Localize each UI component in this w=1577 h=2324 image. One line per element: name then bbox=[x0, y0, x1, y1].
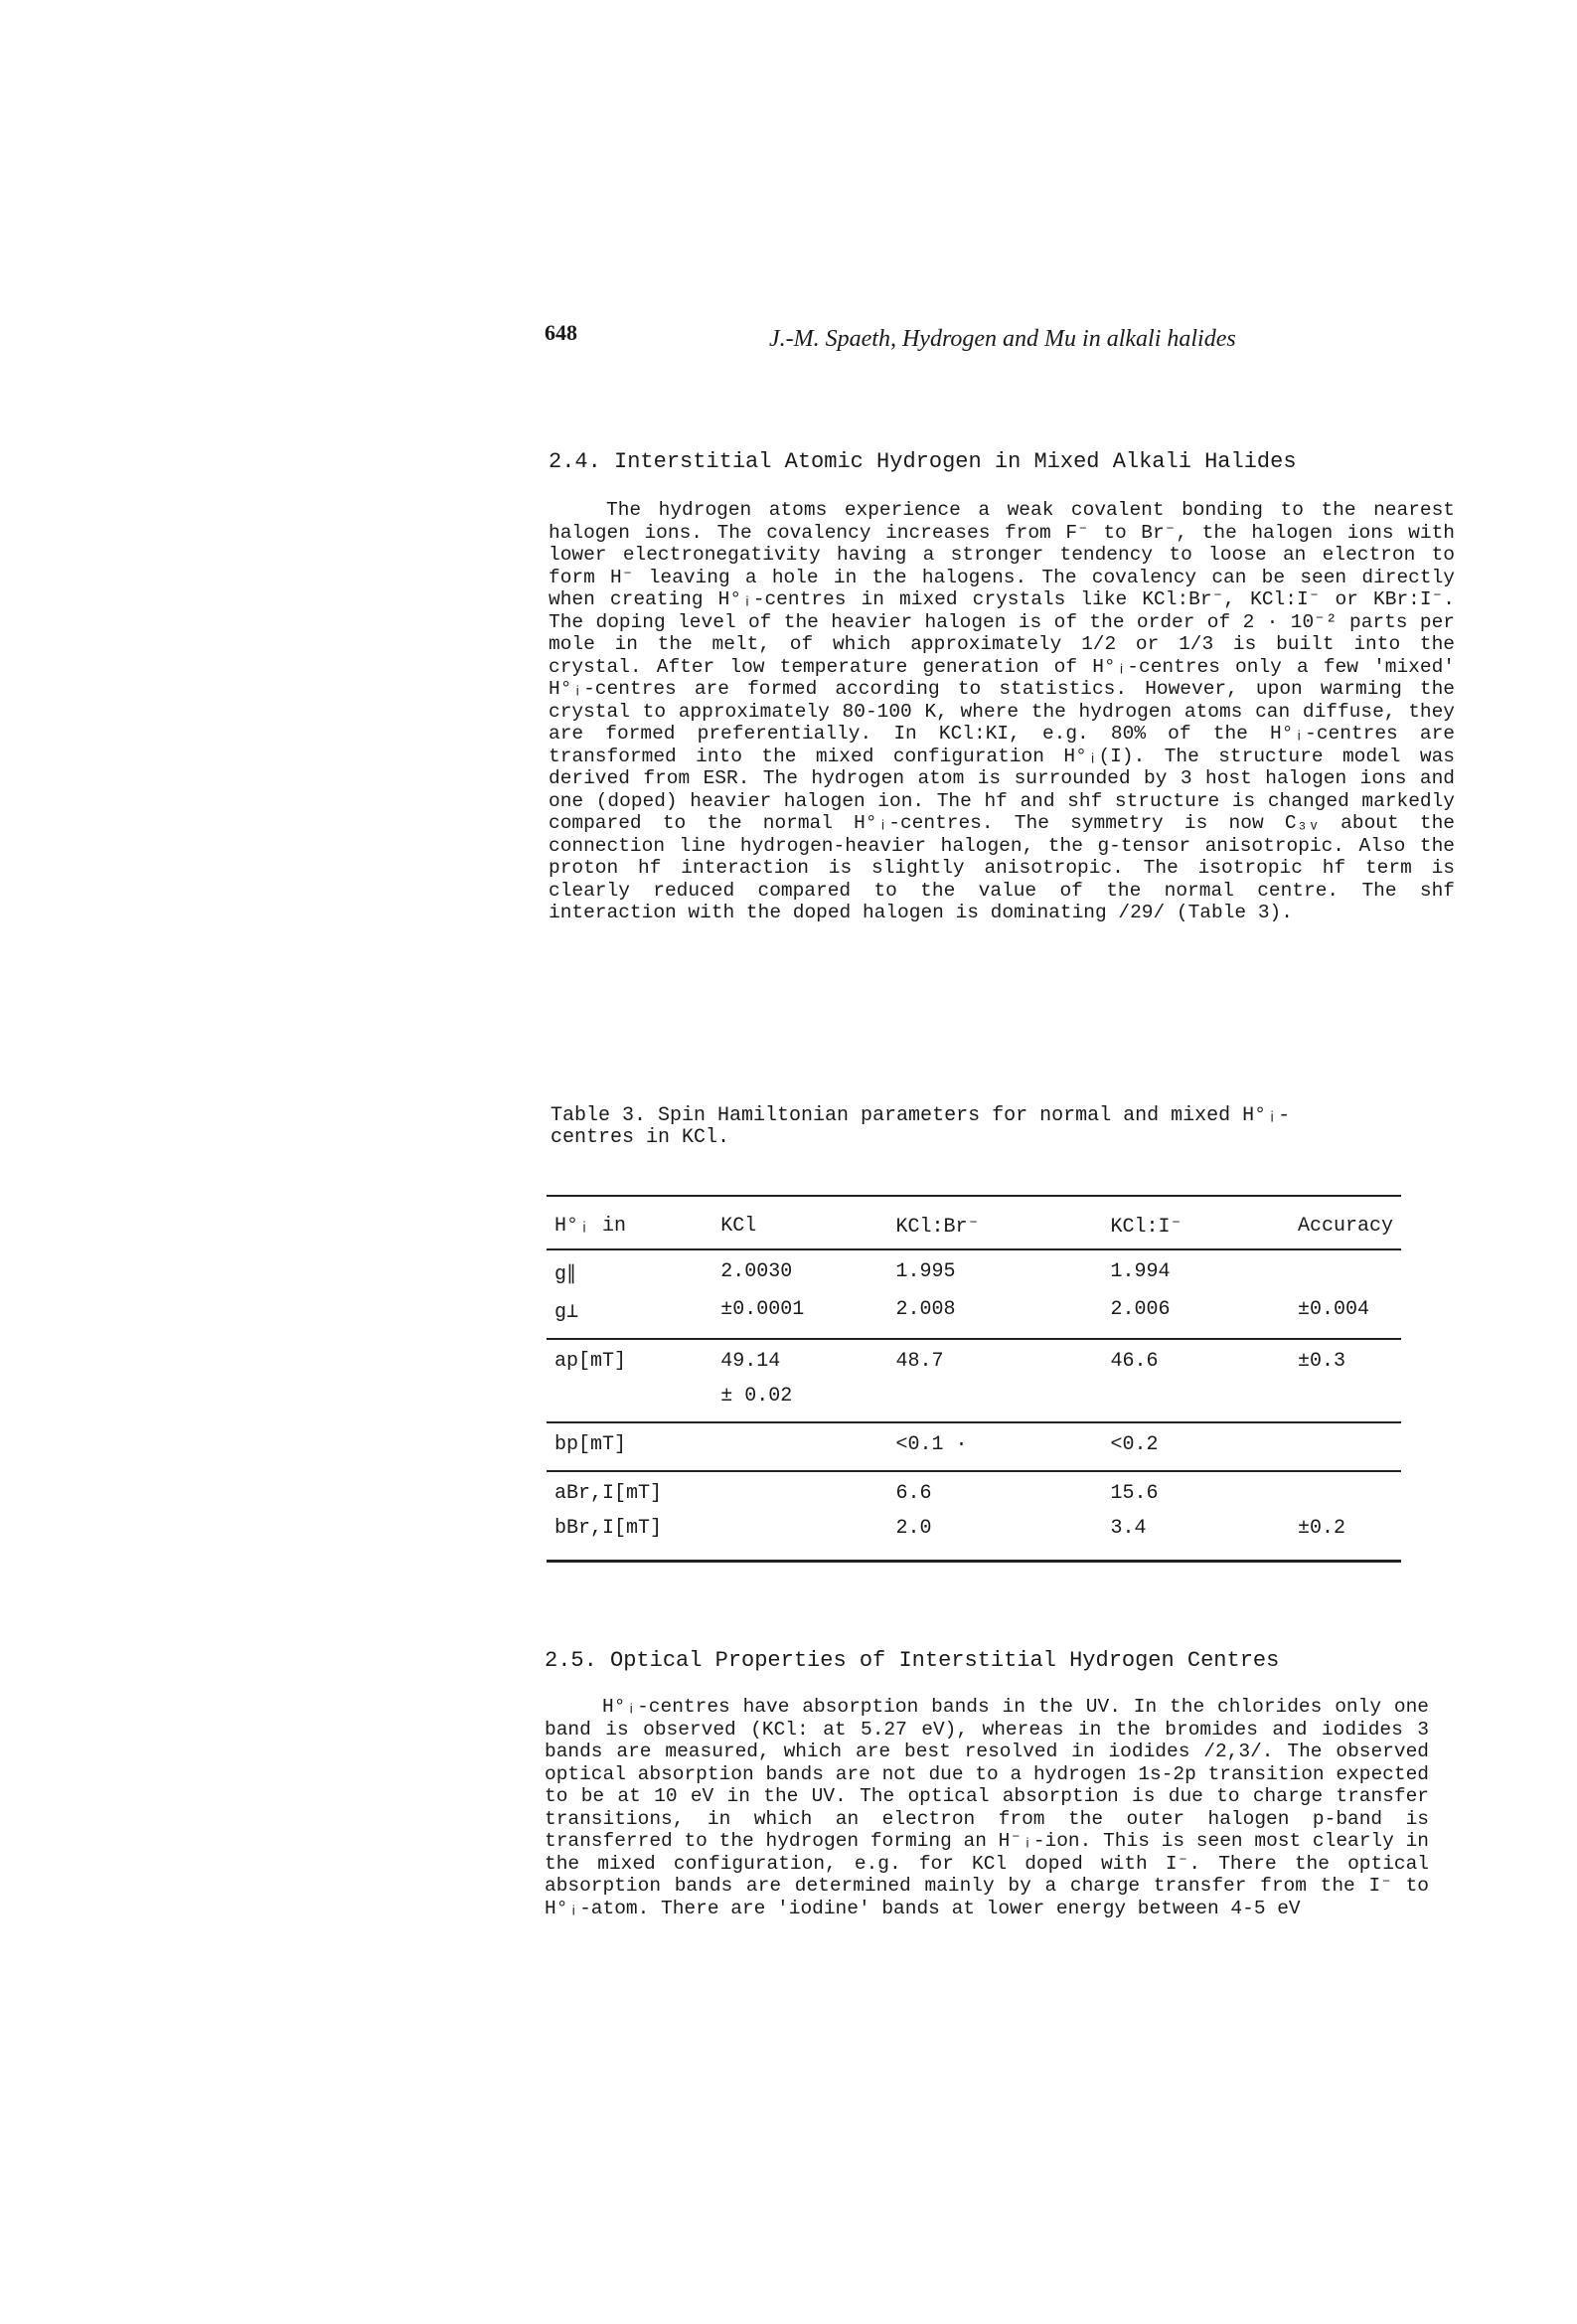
value-kcl: 49.14 bbox=[720, 1350, 781, 1373]
page-number: 648 bbox=[545, 320, 577, 345]
value-kcli: 2.006 bbox=[1103, 1292, 1290, 1339]
running-title: J.-M. Spaeth, Hydrogen and Mu in alkali halides bbox=[769, 326, 1236, 352]
param-empty bbox=[547, 1379, 712, 1422]
value-kcli: 1.994 bbox=[1110, 1260, 1171, 1283]
header-kcl: KCl bbox=[712, 1197, 887, 1249]
section-title-2-4: 2.4. Interstitial Atomic Hydrogen in Mixed Alkali Halides bbox=[549, 449, 1297, 474]
param-g-parallel: g∥ bbox=[554, 1263, 577, 1286]
value-kclbr: 48.7 bbox=[895, 1350, 944, 1373]
header-param: H°ᵢ in bbox=[547, 1197, 712, 1249]
value-kcl: ± 0.02 bbox=[712, 1379, 887, 1422]
table-row bbox=[547, 1249, 1401, 1292]
page-header bbox=[545, 320, 1260, 360]
header-kcli: KCl:I⁻ bbox=[1103, 1197, 1290, 1249]
value-kcli: <0.2 bbox=[1103, 1422, 1290, 1471]
value-kclbr: 1.995 bbox=[895, 1260, 956, 1283]
paragraph-text: The hydrogen atoms experience a weak covalent bonding to the nearest halogen ions. The covalency increases from F⁻ to Br⁻, the halogen ions with lower electronegativity having a stronger tendency to loose an electron to form H⁻ leaving a hole in the halogens. The covalency can be seen directly when creating H°ᵢ-centres in mixed crystals like KCl:Br⁻, KCl:I⁻ or KBr:I⁻. The doping level of the heavier halogen is of the order of 2 · 10⁻² parts per mole in the melt, of which approximately 1/2 or 1/3 is built into the crystal. After low temperature generation of H°ᵢ-centres only a few 'mixed' H°ᵢ-centres are formed according to statistics. However, upon warming the crystal to approximately 80-100 K, where the hydrogen atoms can diffuse, they are formed preferentially. In KCl:KI, e.g. 80% of the H°ᵢ-centres are transformed into the mixed configuration H°ᵢ(I). The structure model was derived from ESR. The hydrogen atom is surrounded by 3 host halogen ions and one (doped) heavier halogen ion. The hf and shf structure is changed markedly compared to the normal H°ᵢ-centres. The symmetry is now C₃ᵥ about the connection line hydrogen-heavier halogen, the g-tensor anisotropic. Also the proton hf interaction is slightly anisotropic. The isotropic hf term is clearly reduced compared to the value of the normal centre. The shf interaction with the doped halogen is dominating /29/ (Table 3). bbox=[549, 499, 1455, 923]
value-kclbr: 2.008 bbox=[887, 1292, 1102, 1339]
table-row bbox=[547, 1471, 1401, 1511]
header-kclbr: KCl:Br⁻ bbox=[887, 1197, 1102, 1249]
table-caption: Table 3. Spin Hamiltonian parameters for normal and mixed H°ᵢ-centres in KCl. bbox=[551, 1104, 1291, 1149]
value-kcli: 15.6 bbox=[1110, 1482, 1159, 1505]
value-accuracy bbox=[1290, 1471, 1401, 1511]
param-a-br-i: aBr,I[mT] bbox=[554, 1482, 663, 1505]
param-b-br-i: bBr,I[mT] bbox=[547, 1511, 712, 1562]
value-kclbr: 6.6 bbox=[895, 1482, 932, 1505]
body-paragraph-2-4 bbox=[549, 499, 1455, 924]
table-row bbox=[547, 1422, 1401, 1471]
param-bp: bp[mT] bbox=[547, 1422, 712, 1471]
value-kcl: ±0.0001 bbox=[712, 1292, 887, 1339]
value-accuracy bbox=[1290, 1379, 1401, 1422]
value-kcli bbox=[1103, 1379, 1290, 1422]
value-kcl: 2.0030 bbox=[720, 1260, 793, 1283]
section-title-2-5: 2.5. Optical Properties of Interstitial Hydrogen Centres bbox=[545, 1648, 1280, 1673]
value-accuracy: ±0.004 bbox=[1290, 1292, 1401, 1339]
table-row bbox=[547, 1339, 1401, 1379]
value-kclbr bbox=[887, 1379, 1102, 1422]
spin-hamiltonian-table bbox=[547, 1195, 1401, 1563]
value-kclbr: 2.0 bbox=[887, 1511, 1102, 1562]
value-kcl bbox=[712, 1471, 887, 1511]
table-row bbox=[547, 1511, 1401, 1562]
param-ap: ap[mT] bbox=[554, 1350, 627, 1373]
body-paragraph-2-5 bbox=[545, 1696, 1429, 1919]
value-accuracy bbox=[1290, 1422, 1401, 1471]
value-kcli: 3.4 bbox=[1103, 1511, 1290, 1562]
value-accuracy: ±0.2 bbox=[1290, 1511, 1401, 1562]
table-row bbox=[547, 1379, 1401, 1422]
value-accuracy: ±0.3 bbox=[1297, 1350, 1345, 1373]
paragraph-text: H°ᵢ-centres have absorption bands in the UV. In the chlorides only one band is observed (KCl: at 5.27 eV), whereas in the bromides and iodides 3 bands are measured, which are best resolved in iodides /2,3/. The observed optical absorption bands are not due to a hydrogen 1s-2p transition expected to be at 10 eV in the UV. The optical absorption is due to charge transfer transitions, in which an electron from the outer halogen p-band is transferred to the hydrogen forming an H⁻ᵢ-ion. This is seen most clearly in the mixed configuration, e.g. for KCl doped with I⁻. There the optical absorption bands are determined mainly by a charge transfer from the I⁻ to H°ᵢ-atom. There are 'iodine' bands at lower energy between 4-5 eV bbox=[545, 1696, 1429, 1919]
value-kclbr: <0.1 · bbox=[887, 1422, 1102, 1471]
value-kcl bbox=[712, 1511, 887, 1562]
table-row bbox=[547, 1292, 1401, 1339]
header-accuracy: Accuracy bbox=[1290, 1197, 1401, 1249]
value-kcl bbox=[712, 1422, 887, 1471]
value-kcli: 46.6 bbox=[1110, 1350, 1159, 1373]
param-g-perp: g⊥ bbox=[547, 1292, 712, 1339]
table-3 bbox=[547, 1195, 1401, 1563]
value-accuracy bbox=[1290, 1249, 1401, 1292]
